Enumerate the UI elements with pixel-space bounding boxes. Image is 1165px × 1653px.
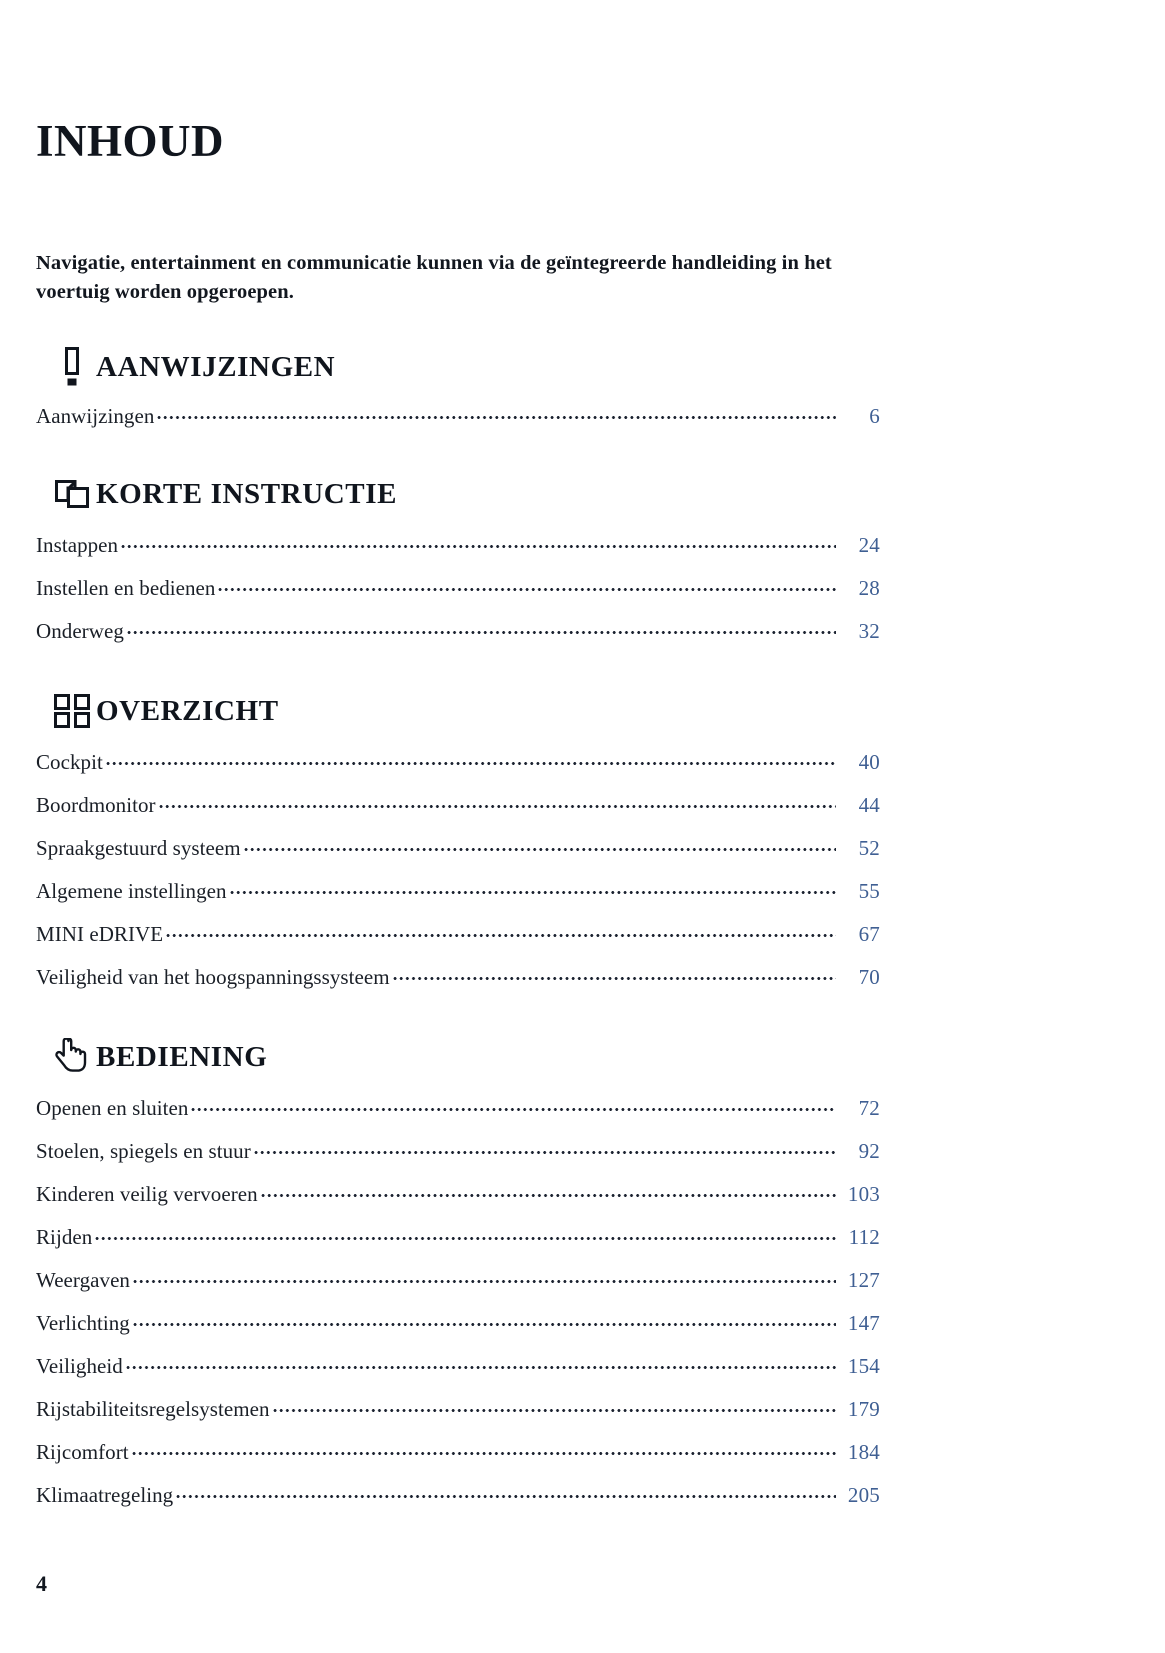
toc-leader-dots <box>156 402 836 423</box>
toc-entry-label: Openen en sluiten <box>36 1096 189 1121</box>
toc-leader-dots <box>126 617 836 638</box>
toc-entry-label: Onderweg <box>36 619 124 644</box>
toc-entry[interactable] <box>36 911 880 954</box>
toc-entry-page-number: 55 <box>858 879 880 904</box>
toc-entry-page-number: 70 <box>858 965 880 990</box>
section-heading <box>36 472 880 516</box>
toc-leader-dots <box>217 574 836 595</box>
toc-entry-label: Cockpit <box>36 750 103 775</box>
toc-entry-page-number: 112 <box>848 1225 880 1250</box>
toc-entry-page-number: 44 <box>858 793 880 818</box>
toc-leader-dots <box>253 1137 836 1158</box>
section-title: AANWIJZINGEN <box>96 350 336 383</box>
toc-leader-dots <box>131 1438 836 1459</box>
toc-entry-label: Spraakgestuurd systeem <box>36 836 241 861</box>
toc-entry[interactable] <box>36 868 880 911</box>
sections-container <box>36 345 880 1515</box>
page-title: INHOUD <box>36 116 225 166</box>
grid-squares-icon <box>36 689 94 733</box>
toc-entry[interactable] <box>36 1257 880 1300</box>
toc-entry-label: Veiligheid van het hoogspanningssysteem <box>36 965 390 990</box>
toc-entry[interactable] <box>36 739 880 782</box>
toc-entry-label: Rijcomfort <box>36 1440 129 1465</box>
toc-entry-list <box>36 522 880 651</box>
toc-leader-dots <box>243 834 836 855</box>
section-title: BEDIENING <box>96 1040 268 1073</box>
toc-entry[interactable] <box>36 954 880 997</box>
toc-entry-label: Weergaven <box>36 1268 130 1293</box>
toc-entry-page-number: 40 <box>858 750 880 775</box>
toc-entry[interactable] <box>36 1343 880 1386</box>
toc-entry[interactable] <box>36 1429 880 1472</box>
toc-entry[interactable] <box>36 1128 880 1171</box>
toc-entry[interactable] <box>36 522 880 565</box>
toc-entry-label: Kinderen veilig vervoeren <box>36 1182 258 1207</box>
toc-entry-page-number: 179 <box>847 1397 880 1422</box>
section-heading <box>36 1035 880 1079</box>
section-heading <box>36 345 880 389</box>
section-heading <box>36 689 880 733</box>
toc-leader-dots <box>175 1481 836 1502</box>
toc-entry[interactable] <box>36 565 880 608</box>
toc-entry[interactable] <box>36 1214 880 1257</box>
toc-entry-page-number: 6 <box>869 404 880 429</box>
toc-entry-page-number: 205 <box>847 1483 880 1508</box>
toc-entry[interactable] <box>36 1472 880 1515</box>
folio-page-number: 4 <box>36 1571 47 1596</box>
toc-section <box>36 472 880 651</box>
toc-entry-label: Aanwijzingen <box>36 404 155 429</box>
toc-entry-label: Instellen en bedienen <box>36 576 216 601</box>
toc-leader-dots <box>272 1395 836 1416</box>
toc-entry[interactable] <box>36 608 880 651</box>
toc-entry-page-number: 72 <box>858 1096 880 1121</box>
toc-entry-label: Klimaatregeling <box>36 1483 174 1508</box>
toc-entry-page-number: 32 <box>858 619 880 644</box>
toc-entry-label: Stoelen, spiegels en stuur <box>36 1139 251 1164</box>
toc-entry[interactable] <box>36 782 880 825</box>
toc-entry-page-number: 184 <box>847 1440 880 1465</box>
toc-entry-label: Boordmonitor <box>36 793 156 818</box>
toc-entry-page-number: 127 <box>847 1268 880 1293</box>
toc-leader-dots <box>190 1094 836 1115</box>
toc-section <box>36 1035 880 1515</box>
toc-entry-page-number: 103 <box>847 1182 880 1207</box>
toc-entry[interactable] <box>36 1171 880 1214</box>
toc-leader-dots <box>165 920 836 941</box>
toc-leader-dots <box>105 748 836 769</box>
toc-entry-label: Verlichting <box>36 1311 130 1336</box>
toc-entry[interactable] <box>36 1085 880 1128</box>
toc-leader-dots <box>158 791 836 812</box>
toc-section <box>36 689 880 997</box>
toc-leader-dots <box>132 1309 836 1330</box>
toc-entry[interactable] <box>36 1300 880 1343</box>
toc-entry-label: Rijstabiliteitsregelsystemen <box>36 1397 270 1422</box>
toc-leader-dots <box>120 531 836 552</box>
toc-entry-page-number: 154 <box>847 1354 880 1379</box>
toc-entry-list <box>36 739 880 997</box>
toc-entry-list <box>36 395 880 434</box>
toc-entry-label: Rijden <box>36 1225 93 1250</box>
toc-entry-page-number: 52 <box>858 836 880 861</box>
toc-entry-page-number: 92 <box>858 1139 880 1164</box>
section-title: KORTE INSTRUCTIE <box>96 477 398 510</box>
pointing-hand-icon <box>36 1035 94 1079</box>
toc-entry-label: MINI eDRIVE <box>36 922 164 947</box>
toc-entry-page-number: 67 <box>858 922 880 947</box>
toc-section <box>36 345 880 434</box>
toc-leader-dots <box>260 1180 836 1201</box>
toc-entry[interactable] <box>36 825 880 868</box>
toc-leader-dots <box>94 1223 836 1244</box>
toc-entry-label: Instappen <box>36 533 119 558</box>
toc-leader-dots <box>132 1266 836 1287</box>
toc-entry-label: Algemene instellingen <box>36 879 227 904</box>
toc-entry[interactable] <box>36 1386 880 1429</box>
toc-entry-page-number: 28 <box>858 576 880 601</box>
toc-entry-page-number: 24 <box>858 533 880 558</box>
toc-entry-page-number: 147 <box>847 1311 880 1336</box>
toc-leader-dots <box>392 963 836 984</box>
section-title: OVERZICHT <box>96 694 279 727</box>
intro-paragraph: Navigatie, entertainment en communicatie kunnen via de geïntegreerde handleiding in het voertuig worden opgeroepen. <box>36 252 832 304</box>
toc-leader-dots <box>229 877 836 898</box>
copy-pages-icon <box>36 472 94 516</box>
toc-entry-list <box>36 1085 880 1515</box>
exclamation-mark-icon <box>36 345 94 389</box>
toc-leader-dots <box>125 1352 836 1373</box>
toc-entry[interactable] <box>36 395 880 434</box>
toc-entry-label: Veiligheid <box>36 1354 123 1379</box>
